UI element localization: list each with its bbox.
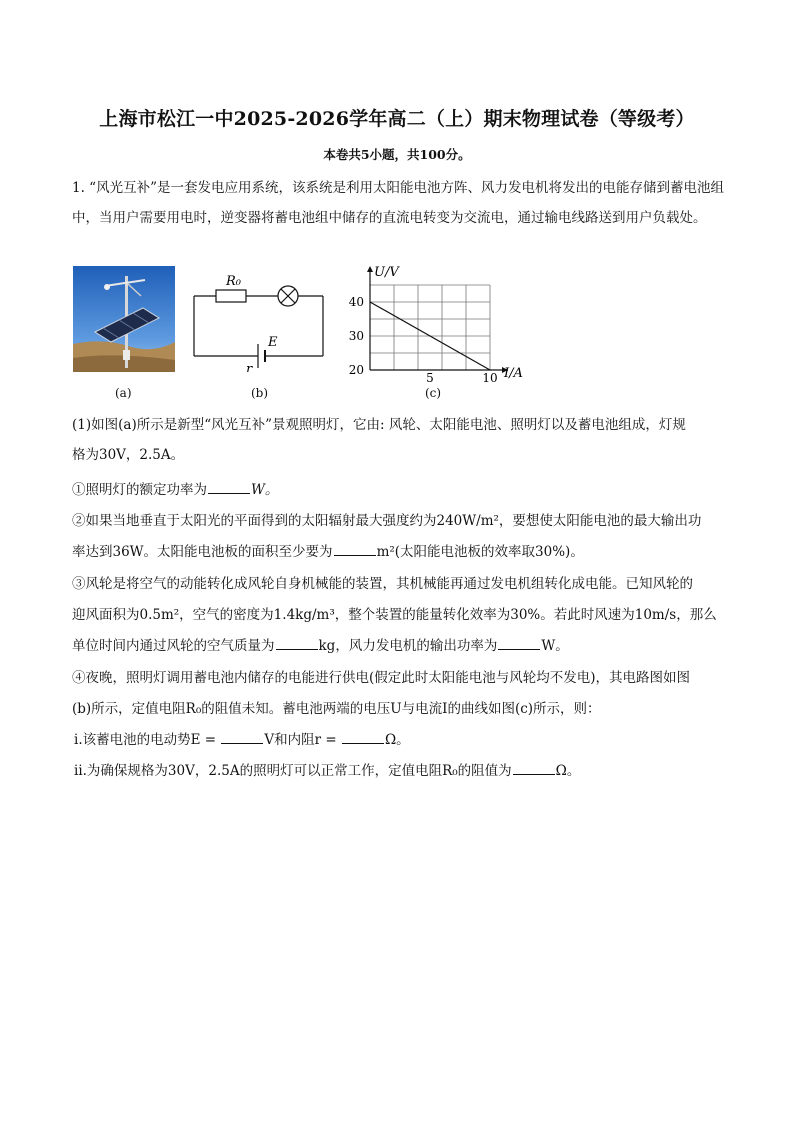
sub-question-4-i <box>74 728 410 748</box>
sub-question-3-line-3 <box>72 634 569 654</box>
answer-blank-wind-power[interactable] <box>498 636 540 650</box>
figure-c-ui-chart <box>342 262 532 386</box>
sub-question-3-line-1: ③风轮是将空气的动能转化成风轮自身机械能的装置，其机械能再通过发电机组转化成电能。已知风轮的 <box>72 576 693 592</box>
page-title: 上海市松江一中2025-2026学年高二（上）期末物理试卷（等级考） <box>99 108 695 130</box>
chart-grid <box>370 285 490 370</box>
answer-blank-area[interactable] <box>334 542 376 556</box>
emf-label: E <box>268 335 278 350</box>
resistor-r0 <box>216 290 246 302</box>
answer-blank-emf[interactable] <box>221 730 263 744</box>
sub-question-1-text: ①照明灯的额定功率为 <box>72 482 207 498</box>
sub-question-3-text-a: 单位时间内通过风轮的空气质量为 <box>72 638 275 654</box>
part-i-text-a: ⅰ.该蓄电池的电动势E = <box>74 732 217 748</box>
figure-b-circuit <box>186 266 332 372</box>
answer-blank-r0[interactable] <box>513 761 555 775</box>
part-1-line-1: (1)如图(a)所示是新型“风光互补”景观照明灯，它由: 风轮、太阳能电池、照明灯以及蓄电池组成，灯规 <box>72 417 686 433</box>
sub-question-3-line-2: 迎风面积为0.5m²，空气的密度为1.4kg/m³，整个装置的能量转化效率为30%。若此时风速为10m/s，那么 <box>72 607 717 623</box>
sub-question-2-unit: m²(太阳能电池板的效率取30%)。 <box>376 544 584 560</box>
sub-question-2-line-1: ②如果当地垂直于太阳光的平面得到的太阳辐射最大强度约为240W/m²，要想使太阳能电池的最大输出功 <box>72 513 702 529</box>
answer-blank-internal-resistance[interactable] <box>342 730 384 744</box>
exam-subtitle: 本卷共5小题，共100分。 <box>323 147 471 162</box>
sub-question-3-unit: W。 <box>541 638 569 654</box>
figure-b-caption: (b) <box>251 386 269 400</box>
part-1-line-2: 格为30V，2.5A。 <box>72 447 185 463</box>
sub-question-4-line-1: ④夜晚，照明灯调用蓄电池内储存的电能进行供电(假定此时太阳能电池与风轮均不发电)，其电路图如图 <box>72 670 691 686</box>
y-axis-label: U/V <box>374 265 399 280</box>
answer-blank-air-mass[interactable] <box>276 636 318 650</box>
x-axis-label: I/A <box>504 366 523 381</box>
y-tick-label: 20 <box>348 363 364 377</box>
y-tick-label: 40 <box>348 295 364 309</box>
r0-label: R₀ <box>226 274 241 289</box>
sub-question-1-unit: W。 <box>251 482 279 498</box>
answer-blank-power[interactable] <box>208 480 250 494</box>
figure-a-caption: (a) <box>115 386 132 400</box>
question-1-intro: 1. “风光互补”是一套发电应用系统，该系统是利用太阳能电池方阵、风力发电机将发出的电能存储到蓄电池组中，当用户需要用电时，逆变器将蓄电池组中储存的直流电转变为交流电，通过输电线路送到用户负载处。 <box>72 180 724 226</box>
sub-question-4-ii <box>74 759 580 779</box>
sub-question-1 <box>72 478 278 498</box>
y-tick-label: 30 <box>348 329 364 343</box>
part-ii-unit: Ω。 <box>555 763 581 779</box>
x-tick-label: 10 <box>482 371 498 385</box>
sub-question-3-text-b: kg，风力发电机的输出功率为 <box>318 638 498 654</box>
figure-c-caption: (c) <box>425 386 442 400</box>
x-tick-label: 5 <box>426 371 434 385</box>
part-ii-text: ⅱ.为确保规格为30V，2.5A的照明灯可以正常工作，定值电阻R₀的阻值为 <box>74 763 512 779</box>
part-i-text-b: V和内阻r = <box>264 732 337 748</box>
y-axis-arrow <box>367 266 373 272</box>
part-i-unit: Ω。 <box>384 732 410 748</box>
figure-a-photo <box>73 266 175 372</box>
internal-r-label: r <box>246 362 253 372</box>
sub-question-2-text: 率达到36W。太阳能电池板的面积至少要为 <box>72 544 333 560</box>
sub-question-4-line-2: (b)所示，定值电阻R₀的阻值未知。蓄电池两端的电压U与电流I的曲线如图(c)所示，则： <box>72 701 601 717</box>
sub-question-2-line-2 <box>72 540 584 560</box>
